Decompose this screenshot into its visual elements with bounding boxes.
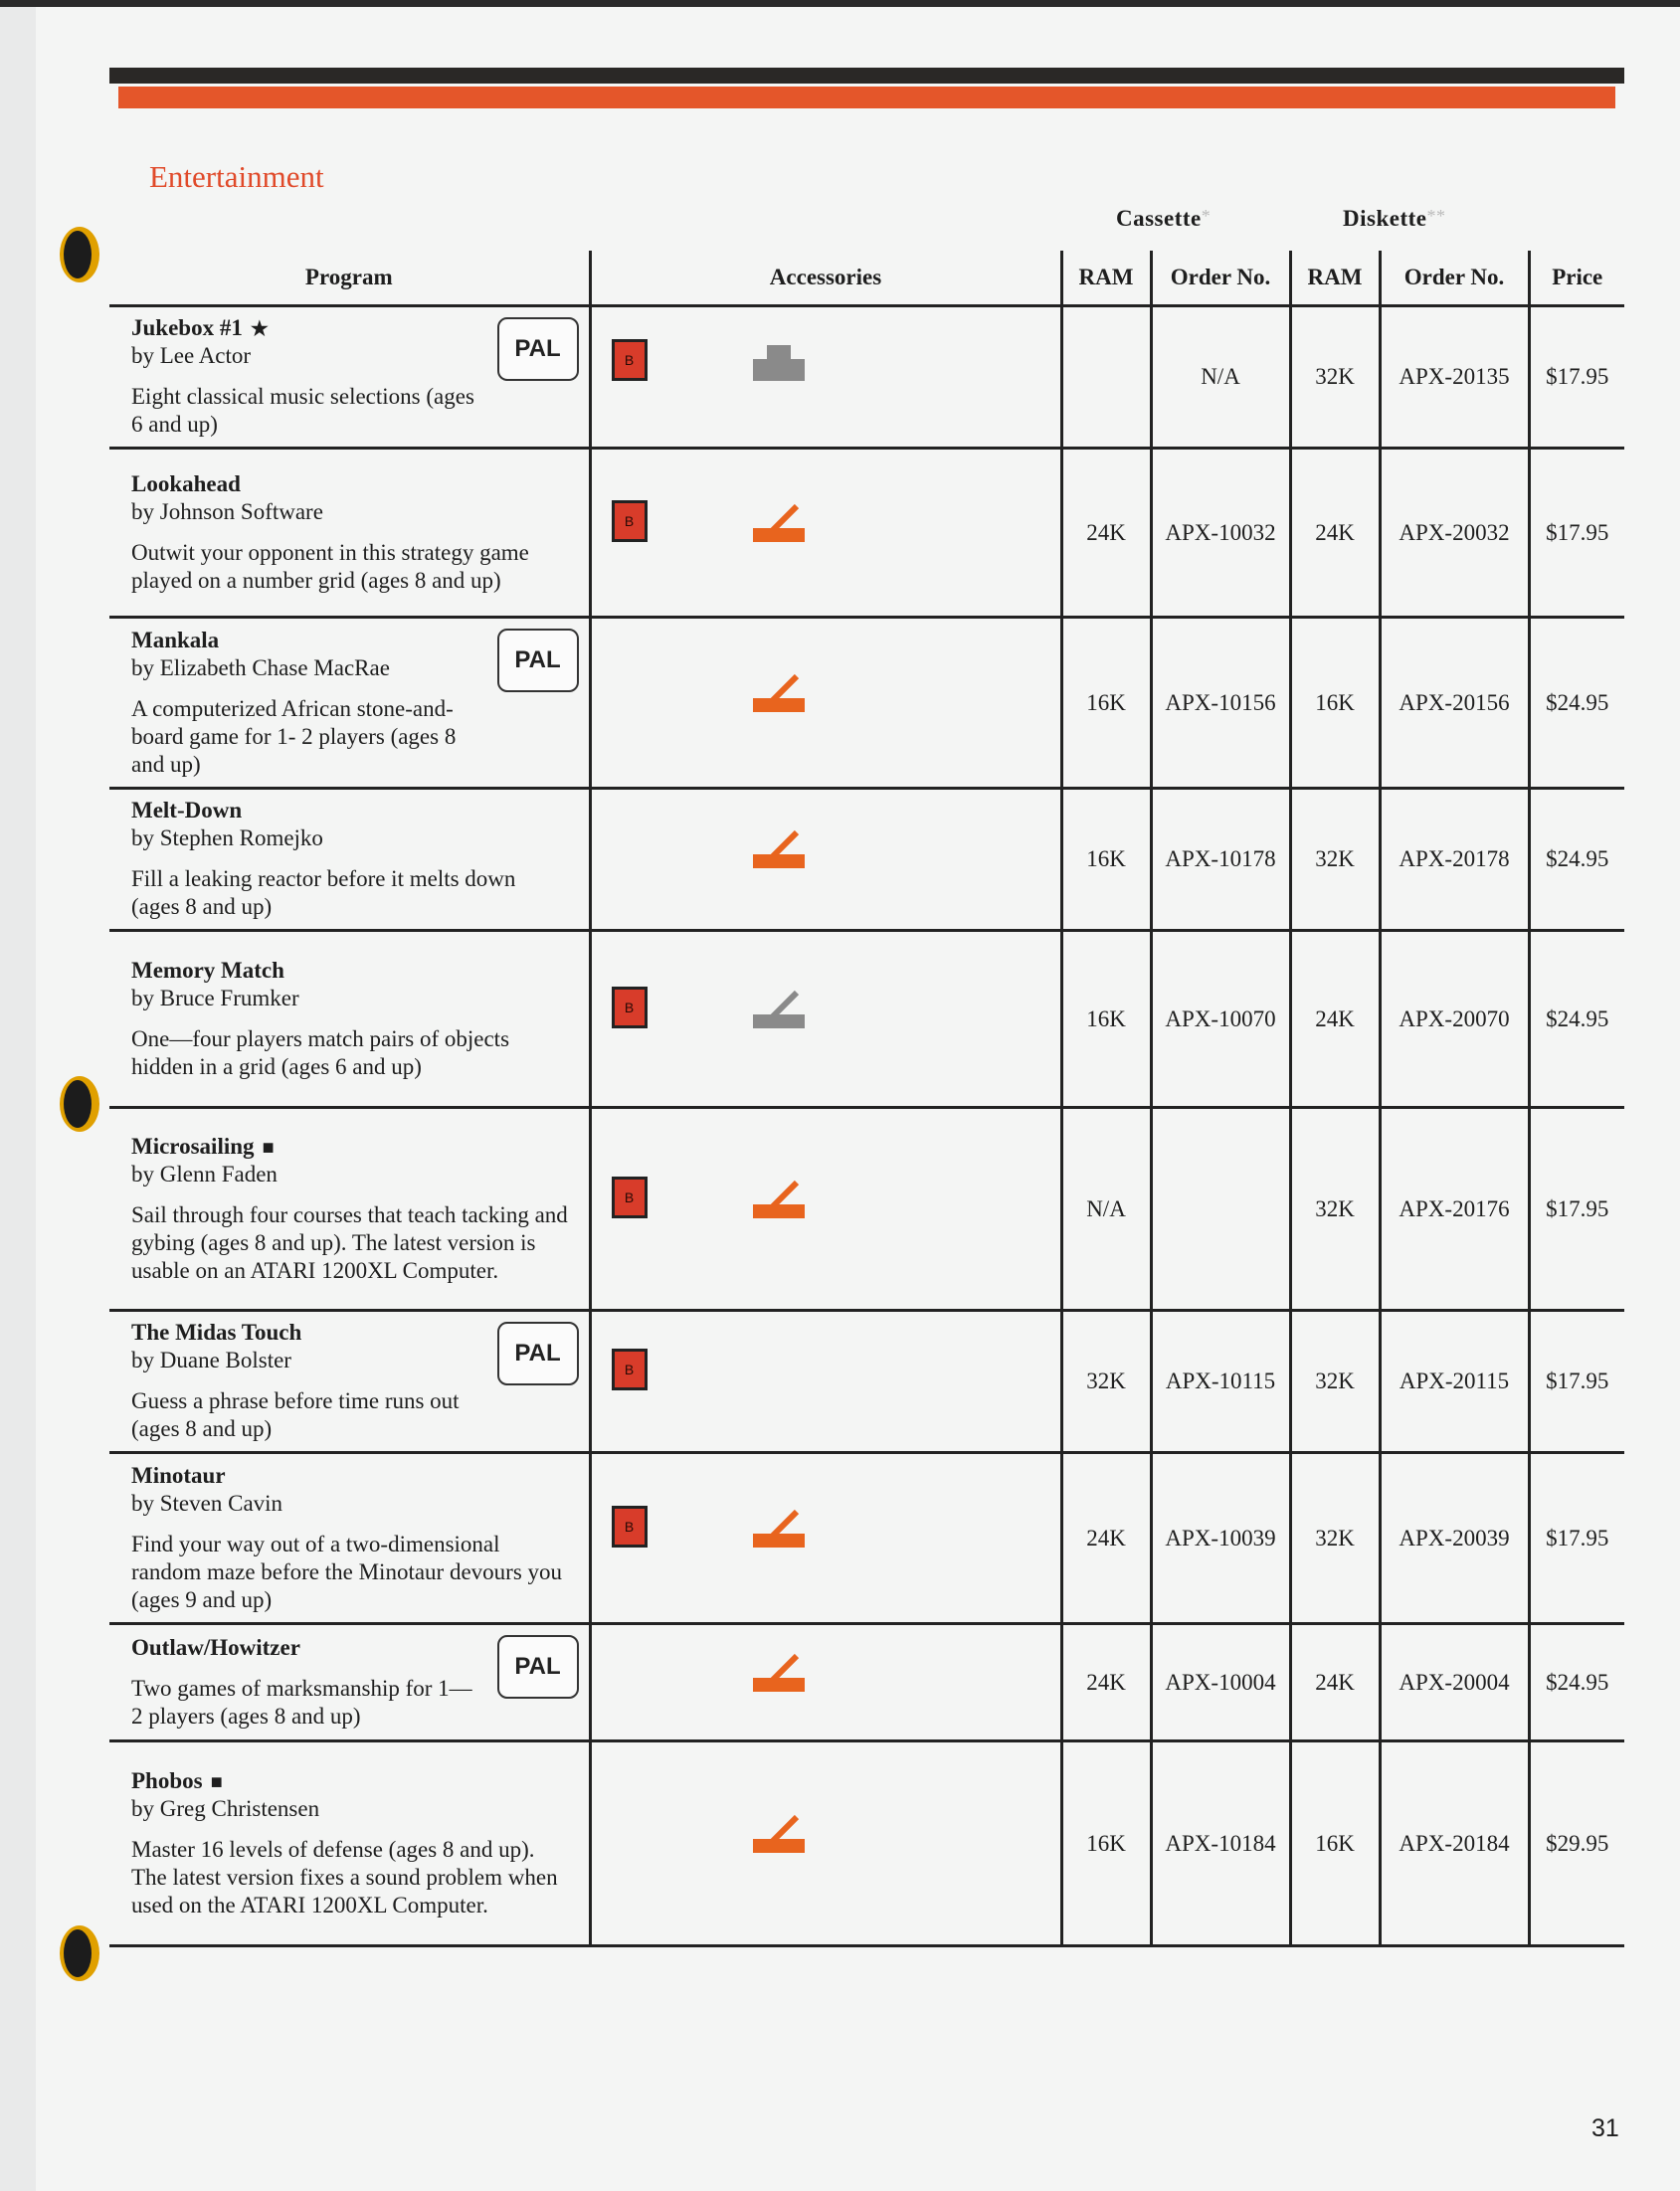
program-cell: [109, 449, 590, 618]
program-description: Master 16 levels of defense (ages 8 and up). The latest version fixes a sound problem when used on the ATARI 1200XL Computer.: [131, 1836, 558, 1917]
accessories-cell: [590, 1311, 1061, 1453]
cassette-ram: 16K: [1061, 618, 1151, 789]
header-rule-dark: [109, 68, 1624, 84]
entertainment-catalog-table: [109, 251, 1624, 1947]
program-title: Jukebox #1: [131, 315, 243, 340]
program-mark: ■: [262, 1136, 275, 1159]
program-cell: [109, 1624, 590, 1741]
price: $24.95: [1529, 618, 1624, 789]
program-name: [131, 1768, 581, 1794]
cassette-ram: 16K: [1061, 931, 1151, 1108]
diskette-order-number: APX-20039: [1380, 1453, 1529, 1624]
price: $24.95: [1529, 931, 1624, 1108]
program-name: [131, 471, 581, 497]
pal-badge: PAL: [497, 629, 579, 692]
accessories-cell: [590, 1624, 1061, 1741]
cassette-ram: N/A: [1061, 1108, 1151, 1311]
program-mark: ■: [210, 1770, 223, 1793]
col-diskette-ram: RAM: [1290, 251, 1380, 306]
accessories-cell: [590, 1108, 1061, 1311]
program-title: Minotaur: [131, 1462, 226, 1488]
accessories-cell: [590, 449, 1061, 618]
price: $17.95: [1529, 306, 1624, 449]
program-description: One—four players match pairs of objects hidden in a grid (ages 6 and up): [131, 1025, 510, 1079]
program-title: Outlaw/Howitzer: [131, 1634, 300, 1660]
col-cassette-order: Order No.: [1151, 251, 1290, 306]
price: $17.95: [1529, 449, 1624, 618]
program-title: Melt-Down: [131, 798, 243, 822]
binder-hole-top: [60, 227, 99, 282]
diskette-order-number: APX-20184: [1380, 1741, 1529, 1946]
program-mark: ★: [250, 318, 269, 340]
program-cell: [109, 1108, 590, 1311]
price: $24.95: [1529, 789, 1624, 931]
program-cell: [109, 1741, 590, 1946]
program-title: Phobos: [131, 1767, 203, 1793]
table-row: [109, 1453, 1624, 1624]
section-title: Entertainment: [149, 159, 324, 194]
program-description: Two games of marksmanship for 1—2 players (ages 8 and up): [131, 1675, 472, 1729]
price: $29.95: [1529, 1741, 1624, 1946]
cassette-order-number: [1151, 1108, 1290, 1311]
program-author: by Johnson Software: [131, 498, 323, 524]
table-row: [109, 449, 1624, 618]
basic-cartridge-icon: B: [612, 1506, 648, 1548]
header-rule-orange: [118, 87, 1615, 108]
table-row: [109, 1741, 1624, 1946]
program-description: Find your way out of a two-dimensional random maze before the Minotaur devours you (ages 9 and up): [131, 1531, 563, 1612]
accessories-cell: [590, 1741, 1061, 1946]
program-description: A computerized African stone-and-board game for 1- 2 players (ages 8 and up): [131, 695, 457, 777]
table-row: [109, 931, 1624, 1108]
cassette-order-number: APX-10156: [1151, 618, 1290, 789]
program-cell: [109, 1311, 590, 1453]
diskette-footnote-mark: **: [1426, 206, 1446, 226]
col-program: Program: [109, 251, 590, 306]
cassette-ram: 16K: [1061, 789, 1151, 931]
diskette-order-number: APX-20178: [1380, 789, 1529, 931]
program-description: Guess a phrase before time runs out (ages 8 and up): [131, 1388, 460, 1441]
diskette-order-number: APX-20115: [1380, 1311, 1529, 1453]
table-row: [109, 1311, 1624, 1453]
basic-cartridge-icon: B: [612, 987, 648, 1028]
diskette-ram: 32K: [1290, 789, 1380, 931]
program-author: by Greg Christensen: [131, 1795, 320, 1821]
program-author: by Lee Actor: [131, 343, 252, 368]
diskette-ram: 32K: [1290, 306, 1380, 449]
joystick-icon: [751, 987, 807, 1030]
cassette-group-heading: [1116, 206, 1211, 232]
joystick-icon: [751, 1177, 807, 1220]
table-row: [109, 789, 1624, 931]
program-title: Mankala: [131, 627, 220, 652]
program-cell: [109, 789, 590, 931]
program-description: Eight classical music selections (ages 6 and up): [131, 384, 474, 437]
binder-hole-middle: [60, 1076, 99, 1132]
program-name: [131, 798, 581, 823]
program-name: [131, 1134, 581, 1160]
diskette-ram: 32K: [1290, 1311, 1380, 1453]
program-title: The Midas Touch: [131, 1320, 302, 1345]
joystick-icon: [751, 500, 807, 544]
cassette-order-number: APX-10070: [1151, 931, 1290, 1108]
cassette-ram: 32K: [1061, 1311, 1151, 1453]
joystick-icon: [751, 1650, 807, 1694]
program-name: [131, 1463, 581, 1489]
program-title: Microsailing: [131, 1133, 255, 1159]
diskette-order-number: APX-20176: [1380, 1108, 1529, 1311]
price: $17.95: [1529, 1108, 1624, 1311]
diskette-order-number: APX-20070: [1380, 931, 1529, 1108]
paddle-controller-icon: [751, 339, 807, 383]
accessories-cell: [590, 789, 1061, 931]
cassette-order-number: APX-10039: [1151, 1453, 1290, 1624]
diskette-group-heading: [1343, 206, 1445, 232]
joystick-icon: [751, 1811, 807, 1855]
program-cell: [109, 306, 590, 449]
accessories-cell: [590, 618, 1061, 789]
diskette-ram: 24K: [1290, 931, 1380, 1108]
pal-badge: PAL: [497, 1322, 579, 1385]
cassette-order-number: APX-10115: [1151, 1311, 1290, 1453]
price: $17.95: [1529, 1453, 1624, 1624]
pal-badge: PAL: [497, 317, 579, 381]
diskette-order-number: APX-20004: [1380, 1624, 1529, 1741]
joystick-icon: [751, 1506, 807, 1550]
page-number: 31: [1591, 2114, 1619, 2142]
diskette-ram: 16K: [1290, 1741, 1380, 1946]
program-cell: [109, 931, 590, 1108]
cassette-order-number: APX-10004: [1151, 1624, 1290, 1741]
program-author: by Glenn Faden: [131, 1161, 278, 1187]
col-diskette-order: Order No.: [1380, 251, 1529, 306]
cassette-order-number: APX-10184: [1151, 1741, 1290, 1946]
basic-cartridge-icon: B: [612, 339, 648, 381]
program-name: [131, 958, 581, 984]
cassette-ram: [1061, 306, 1151, 449]
pal-badge: PAL: [497, 1635, 579, 1699]
binder-hole-bottom: [60, 1925, 99, 1981]
col-cassette-ram: RAM: [1061, 251, 1151, 306]
cassette-label: Cassette: [1116, 206, 1202, 231]
program-description: Sail through four courses that teach tacking and gybing (ages 8 and up). The latest version is usable on an ATARI 1200XL Computer.: [131, 1201, 568, 1283]
program-author: by Bruce Frumker: [131, 985, 299, 1010]
cassette-order-number: APX-10032: [1151, 449, 1290, 618]
table-row: [109, 1108, 1624, 1311]
basic-cartridge-icon: B: [612, 1349, 648, 1390]
accessories-cell: [590, 306, 1061, 449]
joystick-icon: [751, 826, 807, 870]
binder-margin: [0, 0, 36, 2191]
diskette-ram: 24K: [1290, 1624, 1380, 1741]
cassette-order-number: APX-10178: [1151, 789, 1290, 931]
diskette-order-number: APX-20156: [1380, 618, 1529, 789]
joystick-icon: [751, 670, 807, 714]
cassette-ram: 24K: [1061, 449, 1151, 618]
program-author: by Stephen Romejko: [131, 825, 323, 850]
accessories-cell: [590, 931, 1061, 1108]
basic-cartridge-icon: B: [612, 500, 648, 542]
cassette-ram: 16K: [1061, 1741, 1151, 1946]
diskette-ram: 32K: [1290, 1453, 1380, 1624]
col-price: Price: [1529, 251, 1624, 306]
cassette-footnote-mark: *: [1201, 206, 1212, 226]
table-row: [109, 618, 1624, 789]
program-title: Lookahead: [131, 470, 241, 496]
diskette-ram: 32K: [1290, 1108, 1380, 1311]
table-row: [109, 306, 1624, 449]
diskette-ram: 16K: [1290, 618, 1380, 789]
cassette-ram: 24K: [1061, 1453, 1151, 1624]
program-author: by Duane Bolster: [131, 1348, 291, 1372]
table-row: [109, 1624, 1624, 1741]
price: $24.95: [1529, 1624, 1624, 1741]
diskette-order-number: APX-20032: [1380, 449, 1529, 618]
diskette-ram: 24K: [1290, 449, 1380, 618]
diskette-order-number: APX-20135: [1380, 306, 1529, 449]
table-header-row: [109, 251, 1624, 306]
price: $17.95: [1529, 1311, 1624, 1453]
basic-cartridge-icon: B: [612, 1177, 648, 1218]
page-top-edge: [0, 0, 1680, 7]
cassette-order-number: N/A: [1151, 306, 1290, 449]
program-author: by Steven Cavin: [131, 1490, 283, 1516]
program-cell: [109, 1453, 590, 1624]
accessories-cell: [590, 1453, 1061, 1624]
diskette-label: Diskette: [1343, 206, 1427, 231]
program-cell: [109, 618, 590, 789]
program-description: Fill a leaking reactor before it melts down (ages 8 and up): [131, 866, 516, 919]
program-description: Outwit your opponent in this strategy game played on a number grid (ages 8 and up): [131, 539, 529, 593]
program-author: by Elizabeth Chase MacRae: [131, 654, 390, 680]
col-accessories: Accessories: [590, 251, 1061, 306]
program-title: Memory Match: [131, 957, 284, 983]
cassette-ram: 24K: [1061, 1624, 1151, 1741]
